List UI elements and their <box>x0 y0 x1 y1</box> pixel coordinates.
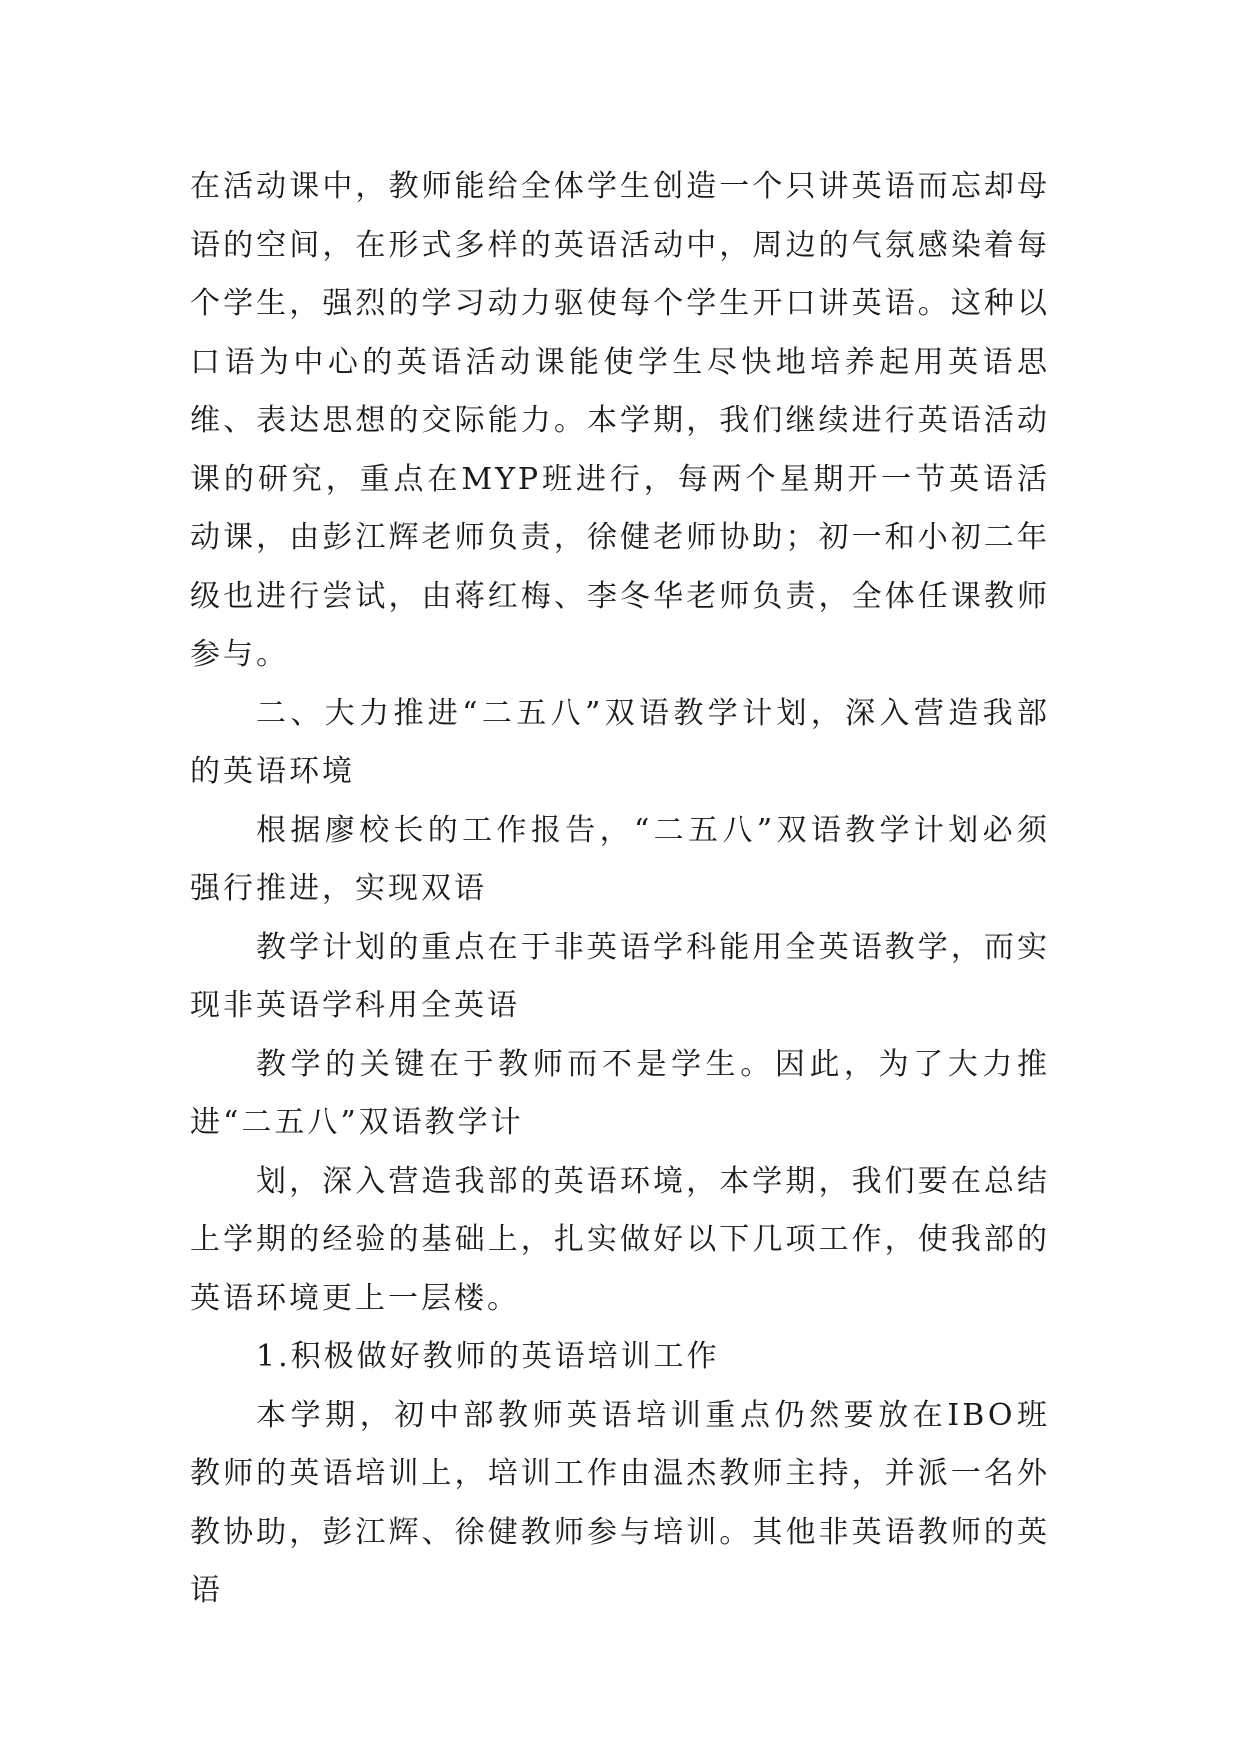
paragraph-activity-class: 在活动课中，教师能给全体学生创造一个只讲英语而忘却母语的空间，在形式多样的英语活动中，周边的气氛感染着每个学生，强烈的学习动力驱使每个学生开口讲英语。这种以口语为中心的英语活动课能使学生尽快地培养起用英语思维、表达思想的交际能力。本学期，我们继续进行英语活动课的研究，重点在MYP班进行，每两个星期开一节英语活动课，由彭江辉老师负责，徐健老师协助；初一和小初二年级也进行尝试，由蒋红梅、李冬华老师负责，全体任课教师参与。 <box>190 169 1050 672</box>
paragraph-teacher-key: 教学的关键在于教师而不是学生。因此，为了大力推进“二五八”双语教学计 <box>190 1046 1050 1140</box>
document-body <box>190 158 1050 1621</box>
paragraph-principal-report: 根据廖校长的工作报告，“二五八”双语教学计划必须强行推进，实现双语 <box>190 812 1050 906</box>
paragraph-plan-focus: 教学计划的重点在于非英语学科能用全英语教学，而实现非英语学科用全英语 <box>190 929 1050 1023</box>
paragraph-semester-work: 划，深入营造我部的英语环境，本学期，我们要在总结上学期的经验的基础上，扎实做好以下几项工作，使我部的英语环境更上一层楼。 <box>190 1163 1050 1316</box>
paragraph-ibo-training: 本学期，初中部教师英语培训重点仍然要放在IBO班教师的英语培训上，培训工作由温杰教师主持，并派一名外教协助，彭江辉、徐健教师参与培训。其他非英语教师的英语 <box>190 1397 1050 1608</box>
subheading-teacher-training: 1.积极做好教师的英语培训工作 <box>256 1339 720 1374</box>
section-heading-bilingual-plan: 二、大力推进“二五八”双语教学计划，深入营造我部的英语环境 <box>190 695 1050 789</box>
